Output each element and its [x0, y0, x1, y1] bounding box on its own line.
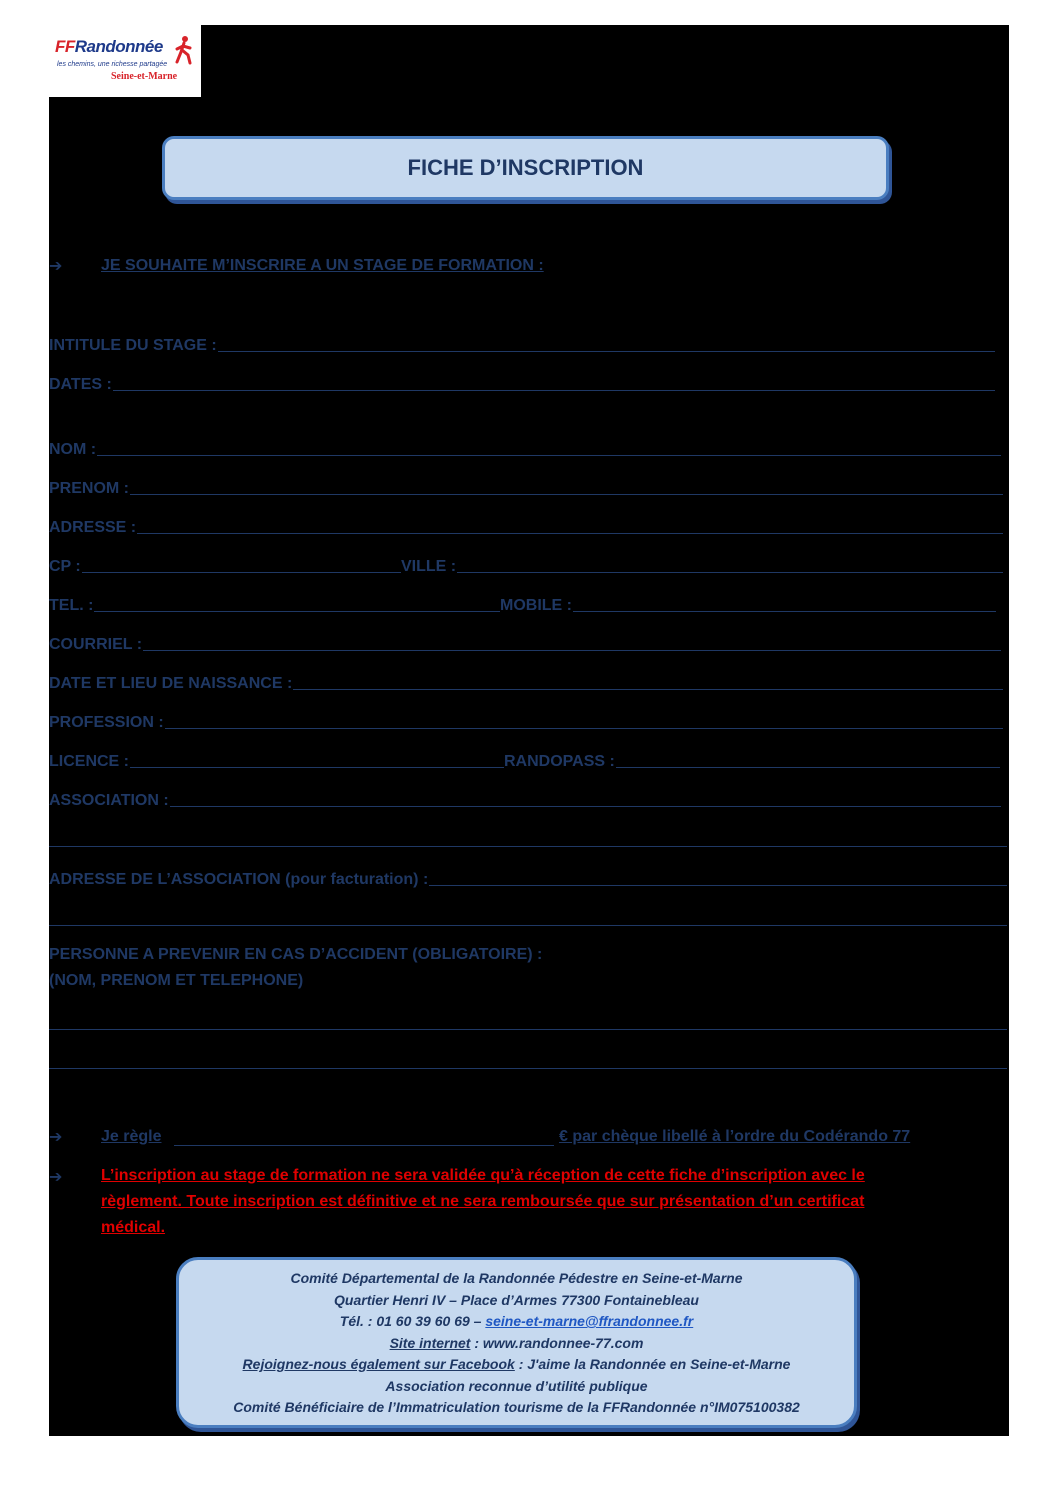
blank-line — [82, 572, 401, 573]
footer-site-value: : www.randonnee-77.com — [470, 1334, 644, 1351]
footer-site-link[interactable]: Site internet — [389, 1334, 471, 1351]
footer-facebook-value: : J'aime la Randonnée en Seine-et-Marne — [514, 1356, 791, 1372]
footer-phone-line — [179, 1311, 854, 1333]
section-heading: JE SOUHAITE M’INSCRIRE A UN STAGE DE FORMATION : — [101, 257, 544, 274]
blank-line — [165, 728, 1003, 729]
logo-brand: FFRandonnée — [55, 37, 163, 56]
field-randopass[interactable] — [504, 749, 1000, 771]
blank-line — [429, 885, 1007, 886]
field-profession[interactable] — [49, 710, 1003, 732]
footer-recognition: Association reconnue d’utilité publique — [385, 1377, 648, 1394]
blank-line — [130, 767, 504, 768]
field-label: RANDOPASS : — [504, 753, 615, 770]
field-courriel[interactable] — [49, 632, 1001, 654]
notice-line-1: L’inscription au stage de formation ne sera validée qu’à réception de cette fiche d’inscription avec le — [101, 1167, 865, 1184]
blank-line — [170, 806, 1001, 807]
blank-line — [94, 611, 500, 612]
field-label: COURRIEL : — [49, 636, 143, 653]
blank-line — [573, 611, 996, 612]
blank-line[interactable] — [49, 846, 1007, 847]
field-prenom[interactable] — [49, 476, 1003, 498]
blank-line — [130, 494, 1003, 495]
field-adresse-association[interactable] — [49, 867, 1007, 889]
field-cp[interactable] — [49, 554, 401, 576]
footer-facebook-link[interactable]: Rejoignez-nous également sur Facebook — [242, 1356, 515, 1372]
logo-tagline: les chemins, une richesse partagée — [57, 61, 168, 68]
blank-line — [137, 533, 1003, 534]
field-association[interactable] — [49, 788, 1001, 810]
footer-phone: Tél. : 01 60 39 60 69 – — [339, 1313, 486, 1329]
field-label: DATES : — [49, 376, 112, 393]
blank-line — [97, 455, 1001, 456]
arrow-icon: ➔ — [49, 1169, 63, 1186]
emergency-sublabel: (NOM, PRENOM ET TELEPHONE) — [49, 972, 304, 989]
payment-amount-line[interactable] — [174, 1145, 554, 1146]
field-label: PRENOM : — [49, 480, 129, 497]
field-tel[interactable] — [49, 593, 500, 615]
title-box — [162, 136, 889, 200]
field-mobile[interactable] — [500, 593, 996, 615]
field-label: ASSOCIATION : — [49, 792, 169, 809]
field-label: NOM : — [49, 441, 97, 458]
field-naissance[interactable] — [49, 671, 1003, 693]
field-nom[interactable] — [49, 437, 1001, 459]
field-label: ADRESSE : — [49, 519, 137, 536]
field-label: VILLE : — [401, 558, 457, 575]
field-licence[interactable] — [49, 749, 504, 771]
field-label: TEL. : — [49, 597, 94, 614]
field-label: PROFESSION : — [49, 714, 164, 731]
blank-line — [457, 572, 1003, 573]
notice-line-3: médical. — [101, 1219, 166, 1236]
field-label: CP : — [49, 558, 81, 575]
footer-contact-box — [176, 1257, 857, 1428]
blank-line — [293, 689, 1003, 690]
field-label: MOBILE : — [500, 597, 572, 614]
blank-line — [616, 767, 1000, 768]
field-label: DATE ET LIEU DE NAISSANCE : — [49, 675, 293, 692]
logo-region: Seine-et-Marne — [111, 71, 178, 82]
arrow-icon: ➔ — [49, 258, 63, 275]
footer-email-link[interactable]: seine-et-marne@ffrandonnee.fr — [485, 1313, 694, 1329]
emergency-label: PERSONNE A PREVENIR EN CAS D’ACCIDENT (OBLIGATOIRE) : — [49, 946, 543, 963]
field-label: ADRESSE DE L’ASSOCIATION (pour facturation) : — [49, 871, 429, 888]
footer-facebook-line — [179, 1354, 854, 1376]
payment-suffix: € par chèque libellé à l’ordre du Codérando 77 — [559, 1128, 911, 1145]
footer-site-line — [179, 1333, 854, 1355]
field-intitule[interactable] — [49, 333, 995, 355]
blank-line[interactable] — [49, 1068, 1007, 1069]
payment-prefix: Je règle — [101, 1128, 162, 1145]
blank-line[interactable] — [49, 1029, 1007, 1030]
ffrandonnee-logo — [49, 25, 201, 97]
footer-immatriculation: Comité Bénéficiaire de l’Immatriculation tourisme de la FFRandonnée n°IM075100382 — [233, 1399, 800, 1415]
hiker-icon — [173, 35, 195, 65]
footer-address: Quartier Henri IV – Place d’Armes 77300 Fontainebleau — [334, 1291, 699, 1308]
field-label: INTITULE DU STAGE : — [49, 337, 217, 354]
blank-line — [143, 650, 1001, 651]
blank-line — [113, 390, 995, 391]
arrow-icon: ➔ — [49, 1129, 63, 1146]
field-ville[interactable] — [401, 554, 1003, 576]
notice-line-2: règlement. Toute inscription est définitive et ne sera remboursée que sur présentation d’un certificat — [101, 1193, 865, 1210]
blank-line[interactable] — [49, 925, 1007, 926]
blank-line — [218, 351, 995, 352]
field-dates[interactable] — [49, 372, 995, 394]
field-adresse[interactable] — [49, 515, 1003, 537]
footer-org: Comité Départemental de la Randonnée Pédestre en Seine-et-Marne — [290, 1270, 743, 1286]
field-label: LICENCE : — [49, 753, 129, 770]
page-title: FICHE D’INSCRIPTION — [407, 155, 644, 180]
